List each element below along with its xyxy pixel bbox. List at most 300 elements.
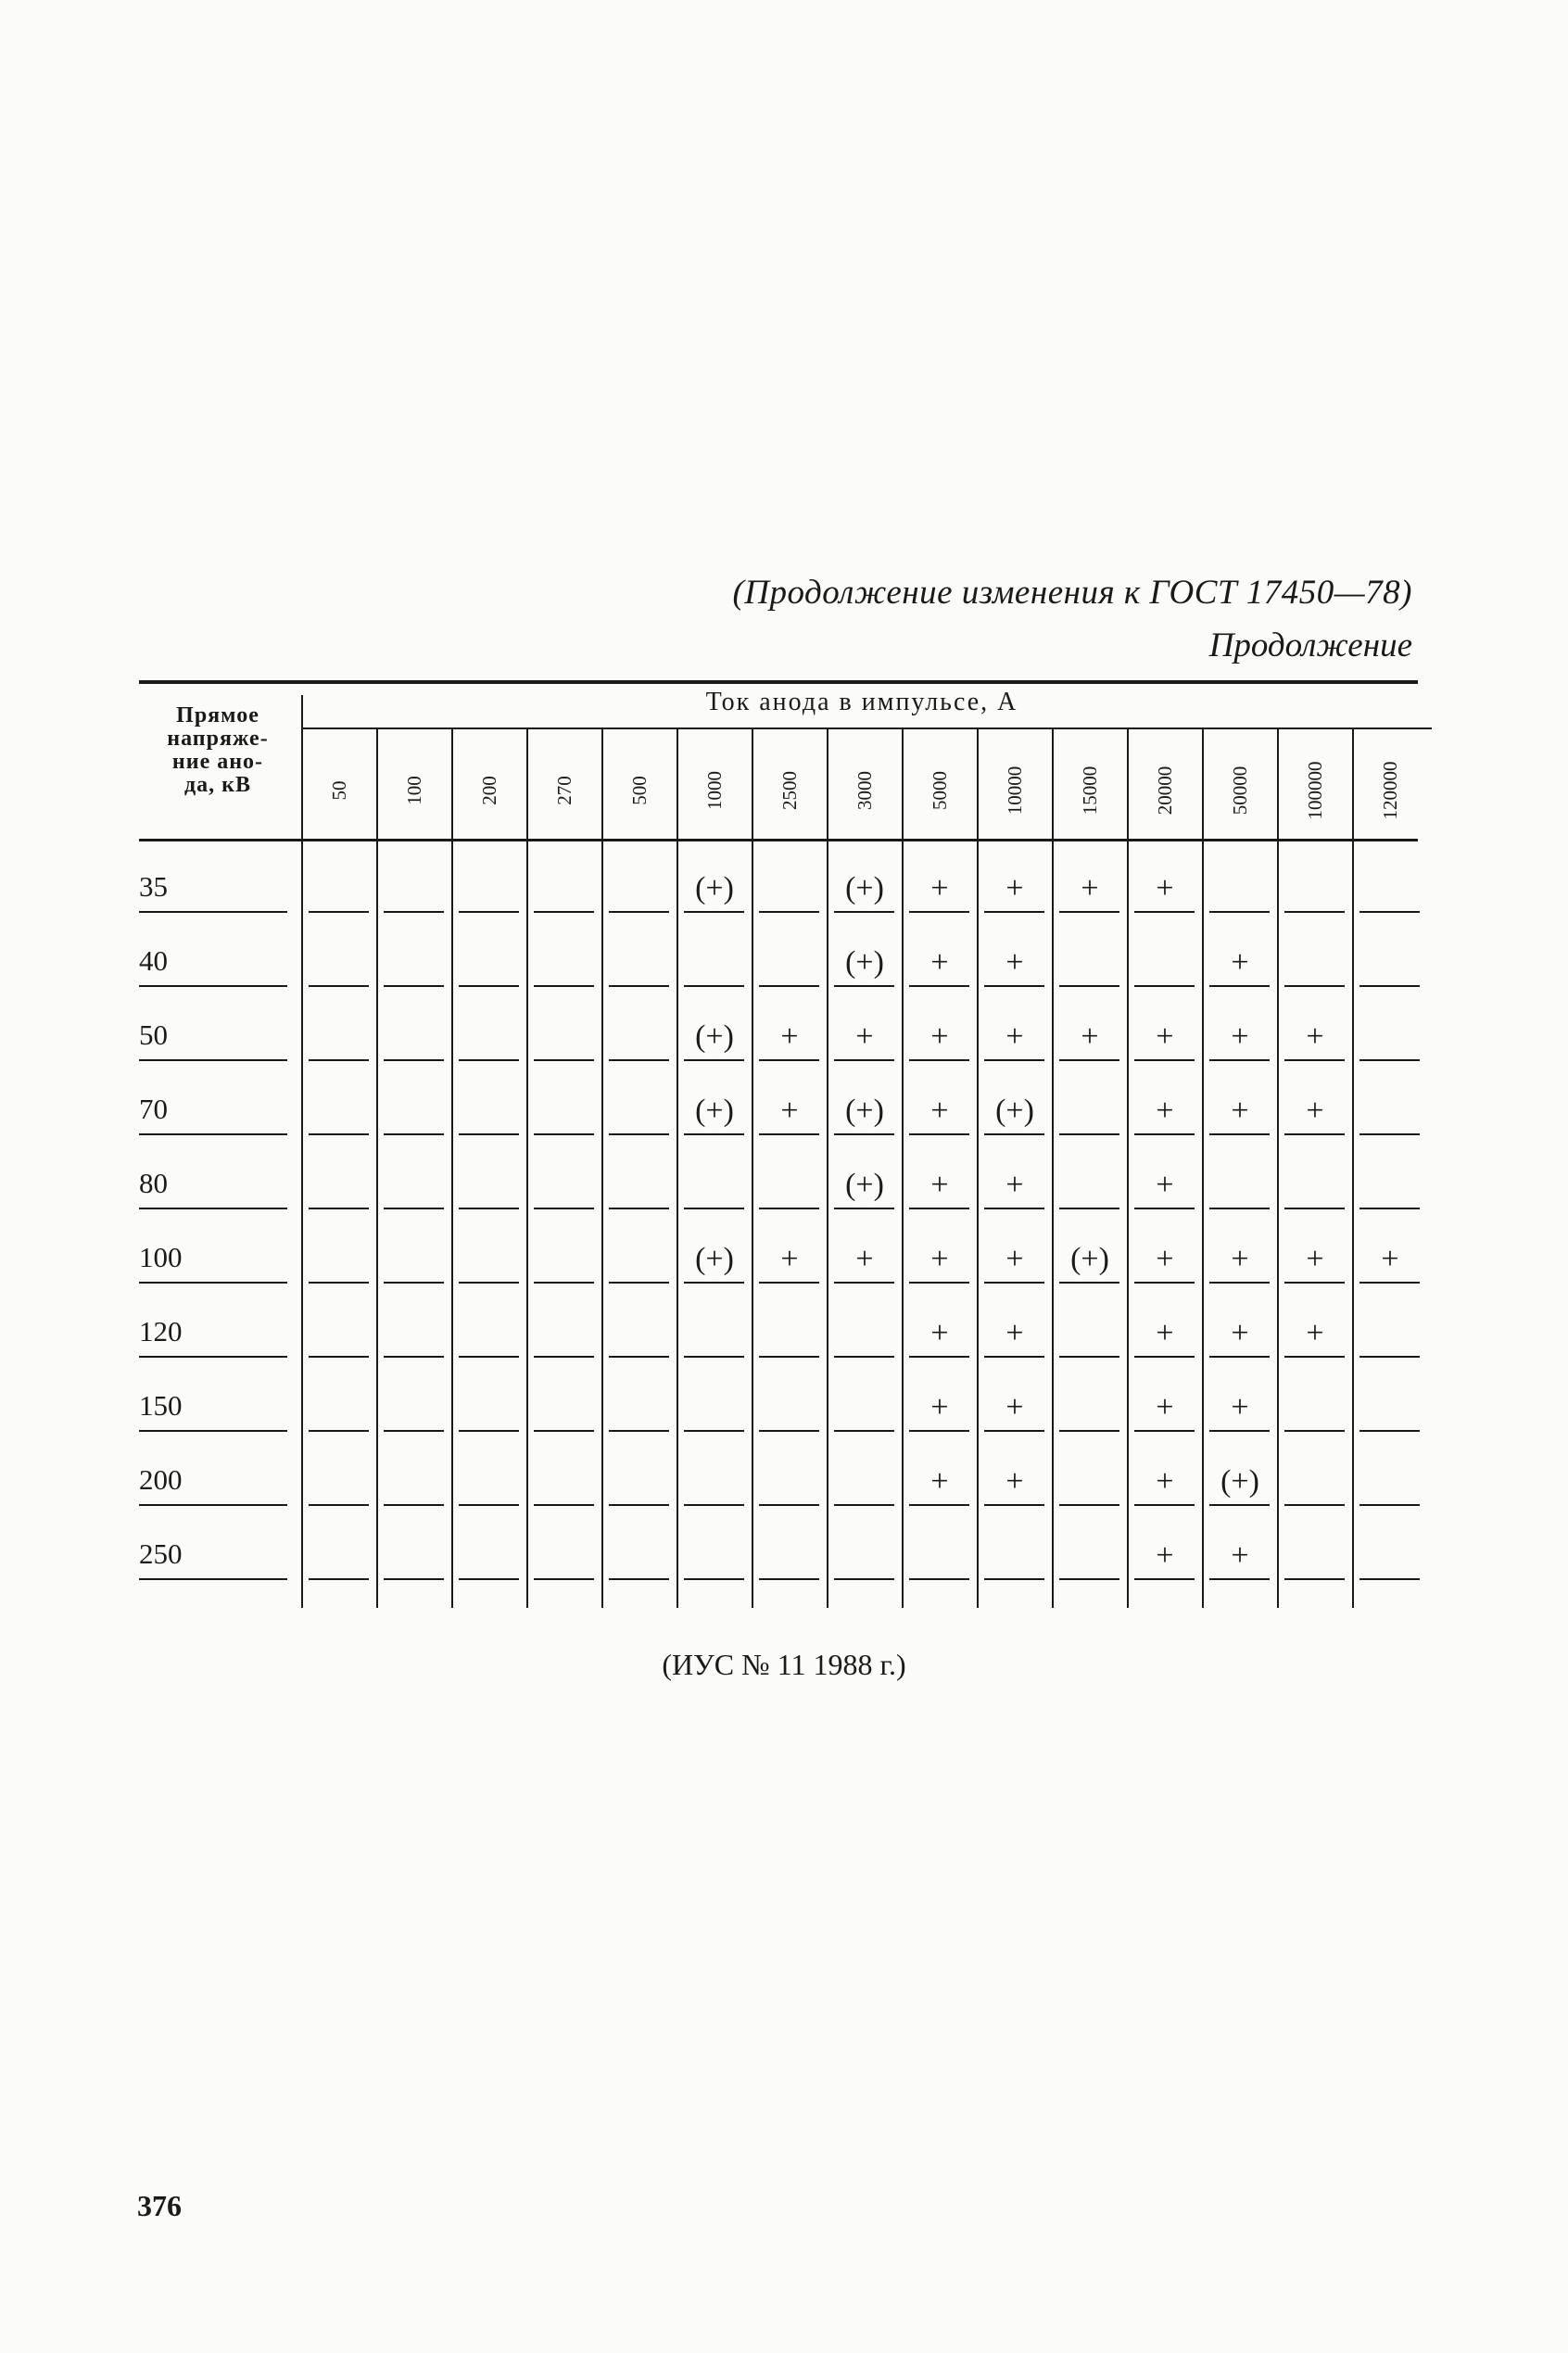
cell-underline xyxy=(1059,1504,1119,1506)
table-cell xyxy=(1353,944,1427,981)
row-stub-rule xyxy=(139,911,287,913)
table-cell xyxy=(602,1018,677,1056)
cell-underline xyxy=(759,985,819,987)
table-cell xyxy=(377,1093,451,1130)
table-cell: (+) xyxy=(1070,1242,1109,1276)
cell-underline xyxy=(1359,1430,1420,1432)
cell-underline xyxy=(1059,1133,1119,1135)
cell-underline xyxy=(534,1578,594,1580)
table-cell xyxy=(302,1463,376,1500)
cell-underline xyxy=(1359,1208,1420,1209)
cell-underline xyxy=(684,1356,744,1358)
table-cell xyxy=(978,1537,1052,1575)
table-cell xyxy=(527,1537,601,1575)
column-header: 100000 xyxy=(1303,761,1326,820)
row-voltage-label: 150 xyxy=(139,1389,183,1422)
table-cell: + xyxy=(1156,1464,1174,1499)
table-cell xyxy=(377,1389,451,1426)
table-cell xyxy=(602,1241,677,1278)
cell-underline xyxy=(609,1356,669,1358)
cell-underline xyxy=(1284,1133,1345,1135)
cell-underline xyxy=(1059,1356,1119,1358)
table-cell xyxy=(828,1315,902,1352)
table-cell xyxy=(752,1463,827,1500)
table-cell xyxy=(602,1389,677,1426)
table-cell xyxy=(1053,944,1127,981)
table-cell: (+) xyxy=(845,1168,884,1202)
stub-header xyxy=(139,704,297,797)
cell-underline xyxy=(1359,1059,1420,1061)
table-cell xyxy=(1353,870,1427,907)
cell-underline xyxy=(684,1578,744,1580)
cell-underline xyxy=(909,1208,969,1209)
table-cell: + xyxy=(1231,945,1249,980)
cell-underline xyxy=(459,1578,519,1580)
column-header: 3000 xyxy=(853,771,876,810)
column-header: 120000 xyxy=(1378,761,1401,820)
table-cell: + xyxy=(855,1019,874,1054)
cell-underline xyxy=(684,911,744,913)
cell-underline xyxy=(759,1430,819,1432)
table-cell xyxy=(302,1241,376,1278)
cell-underline xyxy=(1134,1059,1195,1061)
cell-underline xyxy=(984,1430,1044,1432)
cell-underline xyxy=(1359,1282,1420,1284)
row-voltage-label: 70 xyxy=(139,1093,168,1125)
table-cell: + xyxy=(780,1242,799,1276)
cell-underline xyxy=(684,1282,744,1284)
cell-underline xyxy=(984,1578,1044,1580)
row-stub-rule xyxy=(139,1504,287,1506)
table-cell: + xyxy=(1005,1316,1024,1350)
table-cell xyxy=(1203,1167,1277,1204)
row-voltage-label: 200 xyxy=(139,1463,183,1496)
table-cell xyxy=(752,1389,827,1426)
cell-underline xyxy=(984,985,1044,987)
column-header: 50000 xyxy=(1228,765,1251,816)
row-voltage-label: 40 xyxy=(139,944,168,977)
group-header: Ток анода в импульсе, А xyxy=(705,688,1018,716)
table-cell: + xyxy=(1156,1168,1174,1202)
stub-header-line: напряже- xyxy=(167,727,269,751)
table-cell: + xyxy=(1156,1242,1174,1276)
cell-underline xyxy=(1284,1059,1345,1061)
cell-underline xyxy=(1134,1133,1195,1135)
footer-note: (ИУС № 11 1988 г.) xyxy=(662,1648,906,1681)
cell-underline xyxy=(384,985,444,987)
cell-underline xyxy=(534,1059,594,1061)
table-cell xyxy=(1128,944,1202,981)
table-cell: + xyxy=(930,1316,949,1350)
table-cell: + xyxy=(930,1168,949,1202)
table-cell xyxy=(527,870,601,907)
table-cell: + xyxy=(780,1019,799,1054)
table-cell: (+) xyxy=(845,871,884,905)
table-cell xyxy=(677,1315,752,1352)
table-cell: + xyxy=(780,1094,799,1128)
table-cell xyxy=(602,1167,677,1204)
cell-underline xyxy=(1059,1578,1119,1580)
cell-underline xyxy=(1284,1356,1345,1358)
cell-underline xyxy=(534,1282,594,1284)
cell-underline xyxy=(1209,1578,1270,1580)
table-cell xyxy=(452,1463,526,1500)
table-cell: + xyxy=(1005,1019,1024,1054)
cell-underline xyxy=(909,1133,969,1135)
row-stub-rule xyxy=(139,1578,287,1580)
cell-underline xyxy=(984,1282,1044,1284)
table-cell: (+) xyxy=(695,1094,734,1128)
row-stub-rule xyxy=(139,1430,287,1432)
cell-underline xyxy=(309,1356,369,1358)
column-header: 200 xyxy=(477,776,500,805)
cell-underline xyxy=(834,1578,894,1580)
cell-underline xyxy=(1209,1208,1270,1209)
table-cell xyxy=(527,1389,601,1426)
cell-underline xyxy=(684,985,744,987)
table-cell xyxy=(1353,1315,1427,1352)
table-cell xyxy=(527,1167,601,1204)
table-cell xyxy=(377,1241,451,1278)
table-cell: + xyxy=(1156,1538,1174,1573)
table-cell xyxy=(1278,1463,1352,1500)
table-cell xyxy=(302,944,376,981)
cell-underline xyxy=(459,1504,519,1506)
cell-underline xyxy=(609,1282,669,1284)
table-cell xyxy=(602,1463,677,1500)
cell-underline xyxy=(1059,1430,1119,1432)
cell-underline xyxy=(309,1504,369,1506)
table-cell xyxy=(752,870,827,907)
table-cell xyxy=(302,1018,376,1056)
cell-underline xyxy=(534,1133,594,1135)
table-cell xyxy=(602,1537,677,1575)
cell-underline xyxy=(1284,911,1345,913)
row-voltage-label: 250 xyxy=(139,1537,183,1570)
table-cell xyxy=(1053,1463,1127,1500)
row-stub-rule xyxy=(139,1356,287,1358)
cell-underline xyxy=(834,1504,894,1506)
cell-underline xyxy=(909,1059,969,1061)
cell-underline xyxy=(759,1208,819,1209)
cell-underline xyxy=(984,1059,1044,1061)
column-header: 1000 xyxy=(702,771,726,810)
cell-underline xyxy=(909,1430,969,1432)
cell-underline xyxy=(384,911,444,913)
cell-underline xyxy=(384,1208,444,1209)
column-header: 5000 xyxy=(928,771,951,810)
table-cell xyxy=(452,1018,526,1056)
cell-underline xyxy=(384,1430,444,1432)
cell-underline xyxy=(684,1059,744,1061)
table-cell xyxy=(1203,870,1277,907)
table-cell: (+) xyxy=(845,945,884,980)
column-header: 10000 xyxy=(1003,765,1026,816)
table-cell: + xyxy=(930,1242,949,1276)
cell-underline xyxy=(1284,1578,1345,1580)
column-header: 270 xyxy=(552,776,575,805)
cell-underline xyxy=(984,1133,1044,1135)
table-cell xyxy=(752,1537,827,1575)
cell-underline xyxy=(309,985,369,987)
cell-underline xyxy=(834,1133,894,1135)
cell-underline xyxy=(1209,1356,1270,1358)
table-cell: + xyxy=(1156,1390,1174,1424)
table-cell: + xyxy=(930,871,949,905)
stub-header-line: да, кВ xyxy=(184,773,251,797)
cell-underline xyxy=(609,1578,669,1580)
cell-underline xyxy=(1209,1133,1270,1135)
cell-underline xyxy=(309,911,369,913)
table-cell xyxy=(828,1537,902,1575)
cell-underline xyxy=(984,1356,1044,1358)
cell-underline xyxy=(1209,1430,1270,1432)
cell-underline xyxy=(309,1430,369,1432)
table-cell xyxy=(1353,1537,1427,1575)
page-header-continuation: Продолжение xyxy=(1208,626,1412,664)
cell-underline xyxy=(609,1430,669,1432)
row-voltage-label: 50 xyxy=(139,1018,168,1051)
group-header-rule xyxy=(301,727,1432,729)
table-cell xyxy=(452,1389,526,1426)
table-cell: + xyxy=(1231,1316,1249,1350)
table-cell xyxy=(1353,1463,1427,1500)
cell-underline xyxy=(384,1504,444,1506)
row-voltage-label: 80 xyxy=(139,1167,168,1199)
table-cell: + xyxy=(1231,1538,1249,1573)
table-cell xyxy=(602,944,677,981)
table-cell xyxy=(677,1463,752,1500)
cell-underline xyxy=(1209,985,1270,987)
cell-underline xyxy=(1134,911,1195,913)
table-cell xyxy=(377,1167,451,1204)
row-stub-rule xyxy=(139,985,287,987)
cell-underline xyxy=(684,1430,744,1432)
column-header: 50 xyxy=(327,780,350,801)
table-cell xyxy=(302,1315,376,1352)
cell-underline xyxy=(1134,1578,1195,1580)
table-cell xyxy=(452,944,526,981)
table-cell xyxy=(828,1463,902,1500)
table-cell xyxy=(452,870,526,907)
cell-underline xyxy=(834,1208,894,1209)
column-header: 500 xyxy=(627,776,651,805)
table-cell xyxy=(1053,1167,1127,1204)
table-cell: + xyxy=(1005,1390,1024,1424)
table-cell: + xyxy=(930,945,949,980)
cell-underline xyxy=(1059,1208,1119,1209)
table-cell xyxy=(1353,1093,1427,1130)
cell-underline xyxy=(909,911,969,913)
row-stub-rule xyxy=(139,1282,287,1284)
table-cell: (+) xyxy=(695,1242,734,1276)
table-cell: + xyxy=(1306,1019,1324,1054)
table-cell: + xyxy=(1306,1094,1324,1128)
table-cell xyxy=(1278,870,1352,907)
table-cell: + xyxy=(855,1242,874,1276)
table-cell: + xyxy=(1156,1019,1174,1054)
table-cell xyxy=(377,1537,451,1575)
cell-underline xyxy=(459,1133,519,1135)
cell-underline xyxy=(909,1504,969,1506)
table-cell xyxy=(527,1463,601,1500)
cell-underline xyxy=(834,1430,894,1432)
cell-underline xyxy=(459,1208,519,1209)
cell-underline xyxy=(309,1208,369,1209)
table-cell xyxy=(903,1537,977,1575)
table-cell: + xyxy=(1005,1464,1024,1499)
cell-underline xyxy=(534,1208,594,1209)
table-cell: (+) xyxy=(695,1019,734,1054)
table-cell xyxy=(1053,1315,1127,1352)
table-cell: + xyxy=(1156,871,1174,905)
table-cell: + xyxy=(1005,945,1024,980)
table-cell: (+) xyxy=(995,1094,1034,1128)
cell-underline xyxy=(759,1059,819,1061)
table-cell xyxy=(828,1389,902,1426)
cell-underline xyxy=(834,985,894,987)
cell-underline xyxy=(1284,1282,1345,1284)
table-cell xyxy=(377,1018,451,1056)
row-stub-rule xyxy=(139,1059,287,1061)
table-cell xyxy=(302,1093,376,1130)
cell-underline xyxy=(759,911,819,913)
table-cell: + xyxy=(1005,1168,1024,1202)
table-cell: + xyxy=(1231,1242,1249,1276)
cell-underline xyxy=(1134,1208,1195,1209)
cell-underline xyxy=(1209,911,1270,913)
table-cell: + xyxy=(930,1094,949,1128)
cell-underline xyxy=(684,1133,744,1135)
cell-underline xyxy=(609,1504,669,1506)
table-cell: (+) xyxy=(845,1094,884,1128)
table-cell xyxy=(602,1315,677,1352)
table-cell xyxy=(527,1018,601,1056)
cell-underline xyxy=(909,1578,969,1580)
table-cell xyxy=(1353,1018,1427,1056)
table-cell: + xyxy=(930,1019,949,1054)
table-cell xyxy=(377,870,451,907)
row-voltage-label: 120 xyxy=(139,1315,183,1347)
cell-underline xyxy=(1134,1282,1195,1284)
table-cell xyxy=(377,1315,451,1352)
cell-underline xyxy=(1359,911,1420,913)
table-cell xyxy=(1278,1537,1352,1575)
cell-underline xyxy=(1059,1282,1119,1284)
cell-underline xyxy=(534,911,594,913)
cell-underline xyxy=(759,1504,819,1506)
cell-underline xyxy=(759,1356,819,1358)
cell-underline xyxy=(759,1282,819,1284)
table-cell: + xyxy=(1005,871,1024,905)
table-cell: + xyxy=(1081,871,1099,905)
cell-underline xyxy=(1209,1504,1270,1506)
cell-underline xyxy=(909,1282,969,1284)
cell-underline xyxy=(1134,1356,1195,1358)
table-cell xyxy=(677,1537,752,1575)
cell-underline xyxy=(684,1504,744,1506)
table-cell xyxy=(302,1167,376,1204)
table-cell xyxy=(527,1093,601,1130)
table-cell: + xyxy=(1306,1316,1324,1350)
table-cell: + xyxy=(930,1390,949,1424)
table-cell: + xyxy=(1381,1242,1399,1276)
cell-underline xyxy=(384,1133,444,1135)
table-cell xyxy=(1053,1389,1127,1426)
cell-underline xyxy=(834,911,894,913)
table-cell xyxy=(752,1167,827,1204)
table-cell: (+) xyxy=(1220,1464,1259,1499)
page-header-title: (Продолжение изменения к ГОСТ 17450—78) xyxy=(732,574,1412,612)
cell-underline xyxy=(1359,1133,1420,1135)
cell-underline xyxy=(1059,985,1119,987)
table-cell xyxy=(302,1389,376,1426)
cell-underline xyxy=(1209,1282,1270,1284)
table-cell xyxy=(677,944,752,981)
cell-underline xyxy=(984,911,1044,913)
cell-underline xyxy=(1359,1578,1420,1580)
table-cell xyxy=(1353,1167,1427,1204)
cell-underline xyxy=(1059,911,1119,913)
table-cell: + xyxy=(1005,1242,1024,1276)
cell-underline xyxy=(834,1356,894,1358)
cell-underline xyxy=(1359,1356,1420,1358)
table-cell xyxy=(677,1167,752,1204)
cell-underline xyxy=(1284,1208,1345,1209)
table-cell xyxy=(1053,1537,1127,1575)
table-cell xyxy=(452,1315,526,1352)
cell-underline xyxy=(609,911,669,913)
cell-underline xyxy=(984,1208,1044,1209)
cell-underline xyxy=(459,985,519,987)
table-cell: + xyxy=(1231,1094,1249,1128)
cell-underline xyxy=(1284,1430,1345,1432)
cell-underline xyxy=(534,1504,594,1506)
cell-underline xyxy=(1284,1504,1345,1506)
column-header: 100 xyxy=(402,776,425,805)
cell-underline xyxy=(1134,985,1195,987)
cell-underline xyxy=(909,985,969,987)
table-cell xyxy=(602,1093,677,1130)
table-cell xyxy=(1053,1093,1127,1130)
column-header: 2500 xyxy=(778,771,801,810)
row-stub-rule xyxy=(139,1208,287,1209)
cell-underline xyxy=(684,1208,744,1209)
column-header: 20000 xyxy=(1153,765,1176,816)
cell-underline xyxy=(384,1059,444,1061)
stub-header-line: ние ано- xyxy=(171,750,264,774)
table-cell xyxy=(527,1241,601,1278)
cell-underline xyxy=(459,1430,519,1432)
stub-header-line: Прямое xyxy=(176,703,259,727)
cell-underline xyxy=(309,1133,369,1135)
cell-underline xyxy=(459,1356,519,1358)
row-voltage-label: 35 xyxy=(139,870,168,903)
cell-underline xyxy=(384,1356,444,1358)
page-number: 376 xyxy=(137,2189,182,2222)
table-cell: + xyxy=(1231,1019,1249,1054)
table-cell: + xyxy=(1156,1094,1174,1128)
table-cell xyxy=(527,1315,601,1352)
table-cell: + xyxy=(1156,1316,1174,1350)
cell-underline xyxy=(834,1282,894,1284)
table-cell xyxy=(302,1537,376,1575)
cell-underline xyxy=(984,1504,1044,1506)
table-cell: + xyxy=(1231,1390,1249,1424)
row-stub-rule xyxy=(139,1133,287,1135)
cell-underline xyxy=(1284,985,1345,987)
table-cell xyxy=(452,1241,526,1278)
